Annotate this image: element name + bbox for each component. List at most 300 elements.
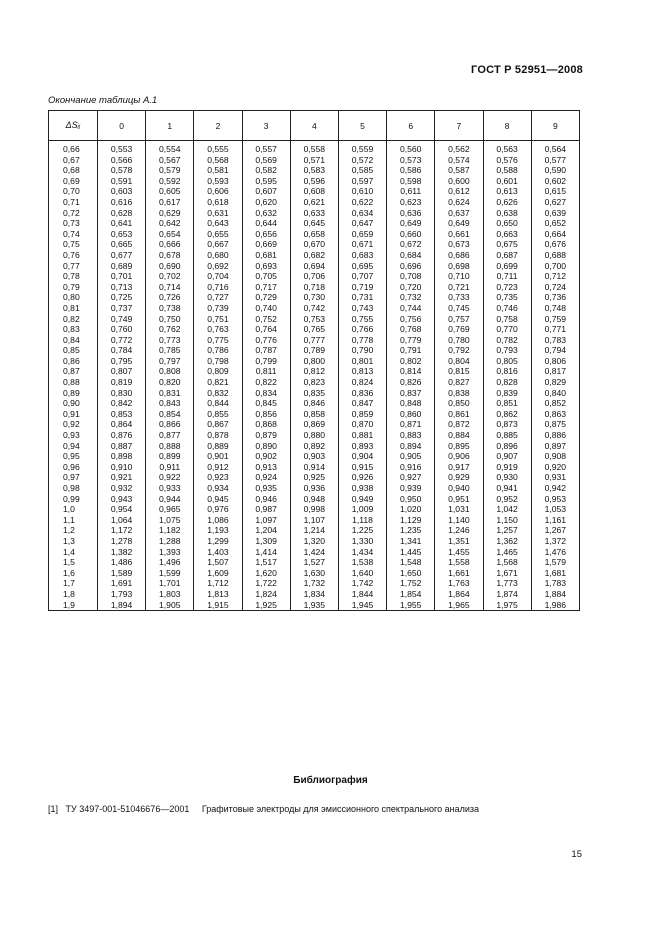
row-header-cell: 1,4 xyxy=(49,547,98,558)
table-cell: 0,866 xyxy=(146,419,194,430)
row-header-cell: 0,78 xyxy=(49,271,98,282)
table-row xyxy=(49,239,580,250)
table-cell: 0,811 xyxy=(242,366,290,377)
table-cell: 0,688 xyxy=(531,250,579,261)
table-cell: 0,711 xyxy=(483,271,531,282)
table-cell: 0,965 xyxy=(146,504,194,515)
table-cell: 1,517 xyxy=(242,557,290,568)
table-cell: 0,870 xyxy=(338,419,386,430)
table-cell: 0,771 xyxy=(531,324,579,335)
table-row xyxy=(49,515,580,526)
row-header-cell: 1,1 xyxy=(49,515,98,526)
row-header-cell: 1,2 xyxy=(49,525,98,536)
table-cell: 1,476 xyxy=(531,547,579,558)
table-cell: 0,681 xyxy=(242,250,290,261)
table-cell: 0,789 xyxy=(290,345,338,356)
row-header-cell: 0,77 xyxy=(49,261,98,272)
table-cell: 0,753 xyxy=(290,314,338,325)
table-cell: 0,836 xyxy=(338,388,386,399)
table-cell: 1,763 xyxy=(435,578,483,589)
row-header-cell: 0,85 xyxy=(49,345,98,356)
table-cell: 0,705 xyxy=(242,271,290,282)
table-row xyxy=(49,271,580,282)
table-cell: 0,622 xyxy=(338,197,386,208)
table-cell: 0,773 xyxy=(146,335,194,346)
table-row xyxy=(49,303,580,314)
table-cell: 1,732 xyxy=(290,578,338,589)
table-cell: 0,569 xyxy=(242,155,290,166)
table-cell: 0,800 xyxy=(290,356,338,367)
column-header-cell: 7 xyxy=(435,111,483,141)
table-cell: 0,563 xyxy=(483,144,531,155)
table-cell: 0,998 xyxy=(290,504,338,515)
table-cell: 0,694 xyxy=(290,261,338,272)
table-cell: 0,659 xyxy=(338,229,386,240)
table-cell: 0,624 xyxy=(435,197,483,208)
table-cell: 0,723 xyxy=(483,282,531,293)
table-cell: 0,785 xyxy=(146,345,194,356)
table-cell: 0,626 xyxy=(483,197,531,208)
table-cell: 1,393 xyxy=(146,547,194,558)
table-cell: 0,871 xyxy=(387,419,435,430)
table-cell: 0,912 xyxy=(194,462,242,473)
table-cell: 1,097 xyxy=(242,515,290,526)
table-cell: 1,813 xyxy=(194,589,242,600)
table-cell: 0,683 xyxy=(338,250,386,261)
table-cell: 0,689 xyxy=(98,261,146,272)
table-cell: 1,681 xyxy=(531,568,579,579)
table-cell: 0,675 xyxy=(483,239,531,250)
table-cell: 0,894 xyxy=(387,441,435,452)
table-cell: 0,838 xyxy=(435,388,483,399)
table-cell: 0,596 xyxy=(290,176,338,187)
corner-header-cell: ΔSᵢⱼ xyxy=(49,111,98,141)
table-cell: 0,740 xyxy=(242,303,290,314)
table-cell: 0,944 xyxy=(146,494,194,505)
column-header-cell: 6 xyxy=(387,111,435,141)
table-cell: 1,053 xyxy=(531,504,579,515)
table-row xyxy=(49,409,580,420)
table-cell: 0,885 xyxy=(483,430,531,441)
data-table xyxy=(48,110,580,611)
table-cell: 0,935 xyxy=(242,483,290,494)
table-cell: 0,821 xyxy=(194,377,242,388)
table-cell: 1,486 xyxy=(98,557,146,568)
table-cell: 0,639 xyxy=(531,208,579,219)
table-cell: 0,603 xyxy=(98,186,146,197)
table-caption: Окончание таблицы А.1 xyxy=(48,95,158,106)
table-cell: 0,763 xyxy=(194,324,242,335)
table-cell: 1,064 xyxy=(98,515,146,526)
table-cell: 0,903 xyxy=(290,451,338,462)
table-cell: 0,700 xyxy=(531,261,579,272)
table-cell: 0,690 xyxy=(146,261,194,272)
table-cell: 1,086 xyxy=(194,515,242,526)
table-cell: 0,940 xyxy=(435,483,483,494)
table-cell: 0,938 xyxy=(338,483,386,494)
table-cell: 0,814 xyxy=(387,366,435,377)
table-cell: 0,592 xyxy=(146,176,194,187)
table-cell: 1,905 xyxy=(146,600,194,611)
table-cell: 1,752 xyxy=(387,578,435,589)
table-row xyxy=(49,472,580,483)
table-cell: 0,587 xyxy=(435,165,483,176)
table-cell: 0,927 xyxy=(387,472,435,483)
table-row xyxy=(49,335,580,346)
row-header-cell: 0,75 xyxy=(49,239,98,250)
table-cell: 0,929 xyxy=(435,472,483,483)
table-cell: 0,664 xyxy=(531,229,579,240)
table-cell: 1,548 xyxy=(387,557,435,568)
table-cell: 0,553 xyxy=(98,144,146,155)
table-cell: 0,678 xyxy=(146,250,194,261)
table-cell: 1,884 xyxy=(531,589,579,600)
table-cell: 0,618 xyxy=(194,197,242,208)
table-cell: 1,118 xyxy=(338,515,386,526)
table-cell: 0,941 xyxy=(483,483,531,494)
table-row xyxy=(49,451,580,462)
table-cell: 1,589 xyxy=(98,568,146,579)
table-cell: 0,598 xyxy=(387,176,435,187)
table-cell: 0,749 xyxy=(98,314,146,325)
table-cell: 0,562 xyxy=(435,144,483,155)
table-cell: 0,564 xyxy=(531,144,579,155)
table-cell: 0,645 xyxy=(290,218,338,229)
table-container xyxy=(48,110,580,611)
table-cell: 0,822 xyxy=(242,377,290,388)
table-cell: 1,925 xyxy=(242,600,290,611)
table-cell: 0,733 xyxy=(435,292,483,303)
table-cell: 0,558 xyxy=(290,144,338,155)
table-cell: 0,809 xyxy=(194,366,242,377)
table-cell: 0,834 xyxy=(242,388,290,399)
table-cell: 0,946 xyxy=(242,494,290,505)
table-cell: 1,020 xyxy=(387,504,435,515)
row-header-cell: 0,71 xyxy=(49,197,98,208)
table-cell: 0,790 xyxy=(338,345,386,356)
table-cell: 1,330 xyxy=(338,536,386,547)
table-cell: 0,779 xyxy=(387,335,435,346)
table-cell: 0,756 xyxy=(387,314,435,325)
table-cell: 1,161 xyxy=(531,515,579,526)
table-cell: 0,717 xyxy=(242,282,290,293)
table-cell: 0,784 xyxy=(98,345,146,356)
table-cell: 1,874 xyxy=(483,589,531,600)
table-cell: 0,559 xyxy=(338,144,386,155)
table-row xyxy=(49,578,580,589)
table-cell: 0,649 xyxy=(387,218,435,229)
row-header-cell: 1,0 xyxy=(49,504,98,515)
table-cell: 1,465 xyxy=(483,547,531,558)
table-cell: 0,942 xyxy=(531,483,579,494)
table-cell: 0,568 xyxy=(194,155,242,166)
table-row xyxy=(49,366,580,377)
table-cell: 0,656 xyxy=(242,229,290,240)
table-cell: 0,720 xyxy=(387,282,435,293)
table-cell: 1,773 xyxy=(483,578,531,589)
table-cell: 1,214 xyxy=(290,525,338,536)
table-cell: 1,193 xyxy=(194,525,242,536)
table-cell: 0,638 xyxy=(483,208,531,219)
table-cell: 0,758 xyxy=(483,314,531,325)
table-cell: 0,859 xyxy=(338,409,386,420)
page-number: 15 xyxy=(571,849,582,860)
table-cell: 0,605 xyxy=(146,186,194,197)
table-row xyxy=(49,345,580,356)
row-header-cell: 0,92 xyxy=(49,419,98,430)
table-cell: 1,424 xyxy=(290,547,338,558)
table-cell: 0,879 xyxy=(242,430,290,441)
table-cell: 1,107 xyxy=(290,515,338,526)
table-cell: 0,676 xyxy=(531,239,579,250)
table-cell: 0,692 xyxy=(194,261,242,272)
table-cell: 0,812 xyxy=(290,366,338,377)
table-cell: 0,687 xyxy=(483,250,531,261)
table-cell: 0,793 xyxy=(483,345,531,356)
table-cell: 0,931 xyxy=(531,472,579,483)
table-cell: 0,629 xyxy=(146,208,194,219)
row-header-cell: 0,94 xyxy=(49,441,98,452)
table-cell: 0,952 xyxy=(483,494,531,505)
table-cell: 0,602 xyxy=(531,176,579,187)
table-cell: 0,923 xyxy=(194,472,242,483)
table-cell: 0,920 xyxy=(531,462,579,473)
table-cell: 0,847 xyxy=(338,398,386,409)
table-cell: 0,650 xyxy=(483,218,531,229)
table-row xyxy=(49,589,580,600)
column-header-cell: 2 xyxy=(194,111,242,141)
table-cell: 0,612 xyxy=(435,186,483,197)
table-cell: 0,686 xyxy=(435,250,483,261)
table-cell: 0,842 xyxy=(98,398,146,409)
table-cell: 0,772 xyxy=(98,335,146,346)
table-cell: 0,731 xyxy=(338,292,386,303)
table-cell: 0,832 xyxy=(194,388,242,399)
table-cell: 0,713 xyxy=(98,282,146,293)
table-row xyxy=(49,398,580,409)
table-cell: 1,172 xyxy=(98,525,146,536)
table-cell: 0,608 xyxy=(290,186,338,197)
table-cell: 0,590 xyxy=(531,165,579,176)
table-cell: 0,643 xyxy=(194,218,242,229)
row-header-cell: 0,84 xyxy=(49,335,98,346)
table-cell: 0,850 xyxy=(435,398,483,409)
table-cell: 0,682 xyxy=(290,250,338,261)
table-cell: 0,862 xyxy=(483,409,531,420)
table-cell: 1,844 xyxy=(338,589,386,600)
column-header-cell: 1 xyxy=(146,111,194,141)
table-cell: 0,954 xyxy=(98,504,146,515)
bibliography-entry-code: ТУ 3497-001-51046676—2001 xyxy=(65,804,190,814)
table-cell: 0,712 xyxy=(531,271,579,282)
table-cell: 0,806 xyxy=(531,356,579,367)
table-row xyxy=(49,155,580,166)
table-cell: 0,595 xyxy=(242,176,290,187)
table-cell: 0,696 xyxy=(387,261,435,272)
table-cell: 1,854 xyxy=(387,589,435,600)
table-cell: 0,760 xyxy=(98,324,146,335)
table-row xyxy=(49,419,580,430)
table-cell: 0,655 xyxy=(194,229,242,240)
table-cell: 0,925 xyxy=(290,472,338,483)
table-row xyxy=(49,377,580,388)
table-cell: 0,948 xyxy=(290,494,338,505)
table-cell: 1,599 xyxy=(146,568,194,579)
row-header-cell: 0,90 xyxy=(49,398,98,409)
table-cell: 0,718 xyxy=(290,282,338,293)
table-cell: 1,225 xyxy=(338,525,386,536)
table-cell: 0,634 xyxy=(338,208,386,219)
table-cell: 0,775 xyxy=(194,335,242,346)
table-row xyxy=(49,282,580,293)
table-cell: 0,839 xyxy=(483,388,531,399)
table-cell: 1,445 xyxy=(387,547,435,558)
table-cell: 0,844 xyxy=(194,398,242,409)
table-cell: 0,907 xyxy=(483,451,531,462)
table-cell: 0,805 xyxy=(483,356,531,367)
table-cell: 0,680 xyxy=(194,250,242,261)
column-header-cell: 5 xyxy=(338,111,386,141)
table-cell: 0,895 xyxy=(435,441,483,452)
row-header-cell: 0,97 xyxy=(49,472,98,483)
column-header-cell: 9 xyxy=(531,111,579,141)
table-cell: 0,851 xyxy=(483,398,531,409)
table-cell: 0,861 xyxy=(435,409,483,420)
table-cell: 0,791 xyxy=(387,345,435,356)
table-cell: 0,777 xyxy=(290,335,338,346)
table-cell: 0,953 xyxy=(531,494,579,505)
table-cell: 0,615 xyxy=(531,186,579,197)
row-header-cell: 1,5 xyxy=(49,557,98,568)
table-cell: 0,827 xyxy=(435,377,483,388)
table-cell: 1,630 xyxy=(290,568,338,579)
table-cell: 1,507 xyxy=(194,557,242,568)
table-cell: 1,075 xyxy=(146,515,194,526)
table-cell: 0,633 xyxy=(290,208,338,219)
table-cell: 0,744 xyxy=(387,303,435,314)
table-cell: 0,770 xyxy=(483,324,531,335)
table-cell: 0,792 xyxy=(435,345,483,356)
table-cell: 1,129 xyxy=(387,515,435,526)
row-header-cell: 0,67 xyxy=(49,155,98,166)
table-cell: 0,732 xyxy=(387,292,435,303)
table-cell: 0,824 xyxy=(338,377,386,388)
table-cell: 0,880 xyxy=(290,430,338,441)
table-cell: 0,628 xyxy=(98,208,146,219)
table-row xyxy=(49,218,580,229)
table-cell: 1,031 xyxy=(435,504,483,515)
table-cell: 1,538 xyxy=(338,557,386,568)
table-cell: 0,987 xyxy=(242,504,290,515)
table-cell: 1,568 xyxy=(483,557,531,568)
table-cell: 1,650 xyxy=(387,568,435,579)
table-cell: 0,641 xyxy=(98,218,146,229)
table-cell: 1,267 xyxy=(531,525,579,536)
table-cell: 0,787 xyxy=(242,345,290,356)
table-cell: 0,557 xyxy=(242,144,290,155)
table-cell: 0,886 xyxy=(531,430,579,441)
table-cell: 0,601 xyxy=(483,176,531,187)
table-cell: 1,965 xyxy=(435,600,483,611)
table-cell: 0,820 xyxy=(146,377,194,388)
row-header-cell: 0,79 xyxy=(49,282,98,293)
table-cell: 1,620 xyxy=(242,568,290,579)
table-cell: 0,872 xyxy=(435,419,483,430)
table-cell: 0,828 xyxy=(483,377,531,388)
table-cell: 0,901 xyxy=(194,451,242,462)
table-cell: 0,869 xyxy=(290,419,338,430)
table-cell: 0,899 xyxy=(146,451,194,462)
table-cell: 1,609 xyxy=(194,568,242,579)
table-row xyxy=(49,557,580,568)
table-cell: 0,780 xyxy=(435,335,483,346)
table-cell: 0,636 xyxy=(387,208,435,219)
row-header-cell: 0,83 xyxy=(49,324,98,335)
table-cell: 0,881 xyxy=(338,430,386,441)
table-cell: 0,877 xyxy=(146,430,194,441)
table-cell: 0,830 xyxy=(98,388,146,399)
table-cell: 0,748 xyxy=(531,303,579,314)
row-header-cell: 0,69 xyxy=(49,176,98,187)
table-cell: 0,823 xyxy=(290,377,338,388)
row-header-cell: 0,73 xyxy=(49,218,98,229)
row-header-cell: 1,9 xyxy=(49,600,98,611)
table-cell: 1,935 xyxy=(290,600,338,611)
table-cell: 0,878 xyxy=(194,430,242,441)
table-cell: 0,661 xyxy=(435,229,483,240)
table-cell: 0,898 xyxy=(98,451,146,462)
table-cell: 0,600 xyxy=(435,176,483,187)
table-cell: 0,766 xyxy=(338,324,386,335)
table-cell: 0,752 xyxy=(242,314,290,325)
table-cell: 0,873 xyxy=(483,419,531,430)
table-cell: 0,936 xyxy=(290,483,338,494)
table-cell: 0,769 xyxy=(435,324,483,335)
table-cell: 1,722 xyxy=(242,578,290,589)
table-cell: 0,816 xyxy=(483,366,531,377)
table-cell: 0,795 xyxy=(98,356,146,367)
table-cell: 0,904 xyxy=(338,451,386,462)
table-cell: 0,699 xyxy=(483,261,531,272)
table-cell: 1,803 xyxy=(146,589,194,600)
table-cell: 0,837 xyxy=(387,388,435,399)
table-cell: 0,586 xyxy=(387,165,435,176)
row-header-cell: 1,3 xyxy=(49,536,98,547)
row-header-cell: 0,74 xyxy=(49,229,98,240)
table-row xyxy=(49,165,580,176)
table-cell: 1,140 xyxy=(435,515,483,526)
table-cell: 0,813 xyxy=(338,366,386,377)
table-cell: 0,726 xyxy=(146,292,194,303)
table-cell: 0,831 xyxy=(146,388,194,399)
table-cell: 1,414 xyxy=(242,547,290,558)
table-cell: 0,802 xyxy=(387,356,435,367)
table-cell: 0,750 xyxy=(146,314,194,325)
row-header-cell: 0,68 xyxy=(49,165,98,176)
table-cell: 0,583 xyxy=(290,165,338,176)
table-cell: 0,672 xyxy=(387,239,435,250)
table-cell: 0,908 xyxy=(531,451,579,462)
table-cell: 0,897 xyxy=(531,441,579,452)
table-cell: 0,875 xyxy=(531,419,579,430)
table-cell: 0,566 xyxy=(98,155,146,166)
column-header-cell: 0 xyxy=(98,111,146,141)
table-cell: 0,738 xyxy=(146,303,194,314)
table-cell: 0,702 xyxy=(146,271,194,282)
table-cell: 0,778 xyxy=(338,335,386,346)
table-cell: 0,606 xyxy=(194,186,242,197)
table-row xyxy=(49,144,580,155)
